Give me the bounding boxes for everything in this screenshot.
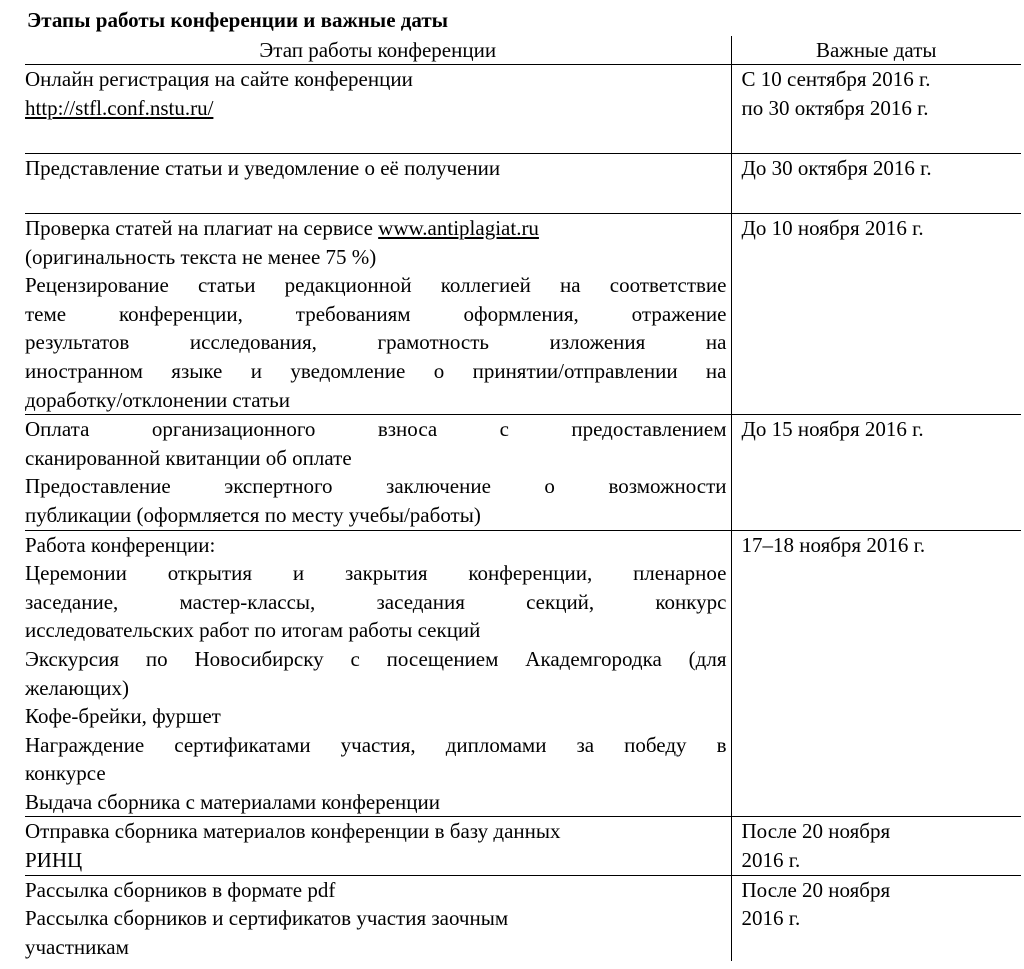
table-row — [25, 415, 1021, 530]
stage-line: Оплата организационного взноса с предоставлением — [25, 417, 727, 442]
date-line: 2016 г. — [741, 906, 801, 931]
stage-cell — [25, 875, 731, 961]
date-cell — [731, 817, 1021, 875]
table-header-row — [25, 36, 1021, 65]
date-cell — [731, 415, 1021, 530]
table-row — [25, 817, 1021, 875]
stage-line: Работа конференции: — [25, 532, 216, 557]
stage-line: участникам — [25, 934, 129, 959]
stage-cell — [25, 154, 731, 214]
stage-line: доработку/отклонении статьи — [25, 387, 290, 412]
date-cell — [731, 214, 1021, 415]
stage-line: Экскурсия по Новосибирску с посещением Академгородка (для — [25, 646, 727, 671]
date-line: После 20 ноября — [741, 877, 891, 902]
stage-line: (оригинальность текста не менее 75 %) — [25, 244, 377, 269]
stage-cell — [25, 65, 731, 154]
date-line: по 30 октября 2016 г. — [741, 95, 929, 120]
date-line: До 30 октября 2016 г. — [741, 156, 932, 180]
stage-line: Онлайн регистрация на сайте конференции — [25, 67, 413, 91]
stages-table — [25, 36, 1021, 961]
header-stage: Этап работы конференции — [25, 36, 731, 65]
date-line: До 15 ноября 2016 г. — [741, 417, 924, 442]
stage-cell — [25, 817, 731, 875]
table-row — [25, 530, 1021, 817]
stage-line: Выдача сборника с материалами конференции — [25, 789, 440, 814]
table-row — [25, 154, 1021, 214]
table-row — [25, 65, 1021, 154]
stage-line: теме конференции, требованиям оформления, отражение — [25, 301, 727, 326]
stage-cell — [25, 214, 731, 415]
stage-cell — [25, 415, 731, 530]
antiplagiat-line: Проверка статей на плагиат на сервисе www.antiplagiat.ru — [25, 216, 539, 240]
table-row — [25, 875, 1021, 961]
stage-line: Рецензирование статьи редакционной коллегией на соответствие — [25, 273, 727, 298]
stage-line: Церемонии открытия и закрытия конференции, пленарное — [25, 561, 727, 586]
date-cell — [731, 530, 1021, 817]
stage-cell — [25, 530, 731, 817]
stage-line: результатов исследования, грамотность изложения на — [25, 330, 727, 355]
stage-line: РИНЦ — [25, 848, 83, 873]
date-line: До 10 ноября 2016 г. — [741, 216, 924, 240]
date-line: После 20 ноября — [741, 819, 891, 844]
date-line: С 10 сентября 2016 г. — [741, 67, 931, 91]
date-line: 17–18 ноября 2016 г. — [741, 532, 926, 557]
date-line: 2016 г. — [741, 848, 801, 873]
stage-line: конкурсе — [25, 761, 106, 786]
stage-line: Награждение сертификатами участия, дипломами за победу в — [25, 732, 727, 757]
stage-line: Отправка сборника материалов конференции в базу данных — [25, 819, 561, 844]
date-cell — [731, 154, 1021, 214]
document-title: Этапы работы конференции и важные даты — [27, 8, 449, 32]
stage-line: публикации (оформляется по месту учебы/работы) — [25, 502, 481, 527]
stage-line: Предоставление экспертного заключение о возможности — [25, 474, 727, 499]
date-cell — [731, 875, 1021, 961]
stage-line: исследовательских работ по итогам работы секций — [25, 618, 481, 643]
header-dates: Важные даты — [815, 38, 937, 62]
stage-line: желающих) — [25, 675, 129, 700]
table-row — [25, 214, 1021, 415]
date-cell — [731, 65, 1021, 154]
stage-line — [25, 214, 727, 243]
stage-line: Кофе-брейки, фуршет — [25, 704, 221, 729]
stage-line: иностранном языке и уведомление о принятии/отправлении на — [25, 358, 727, 383]
stage-line: Рассылка сборников в формате pdf — [25, 877, 336, 902]
stage-line: заседание, мастер-классы, заседания секций, конкурс — [25, 589, 727, 614]
stage-line: сканированной квитанции об оплате — [25, 445, 352, 470]
stage-line: Рассылка сборников и сертификатов участия заочным — [25, 906, 509, 931]
stage-line: Представление статьи и уведомление о её получении — [25, 156, 501, 180]
antiplagiat-link[interactable]: www.antiplagiat.ru — [378, 216, 539, 240]
conference-website-link[interactable]: http://stfl.conf.nstu.ru/ — [25, 95, 214, 120]
